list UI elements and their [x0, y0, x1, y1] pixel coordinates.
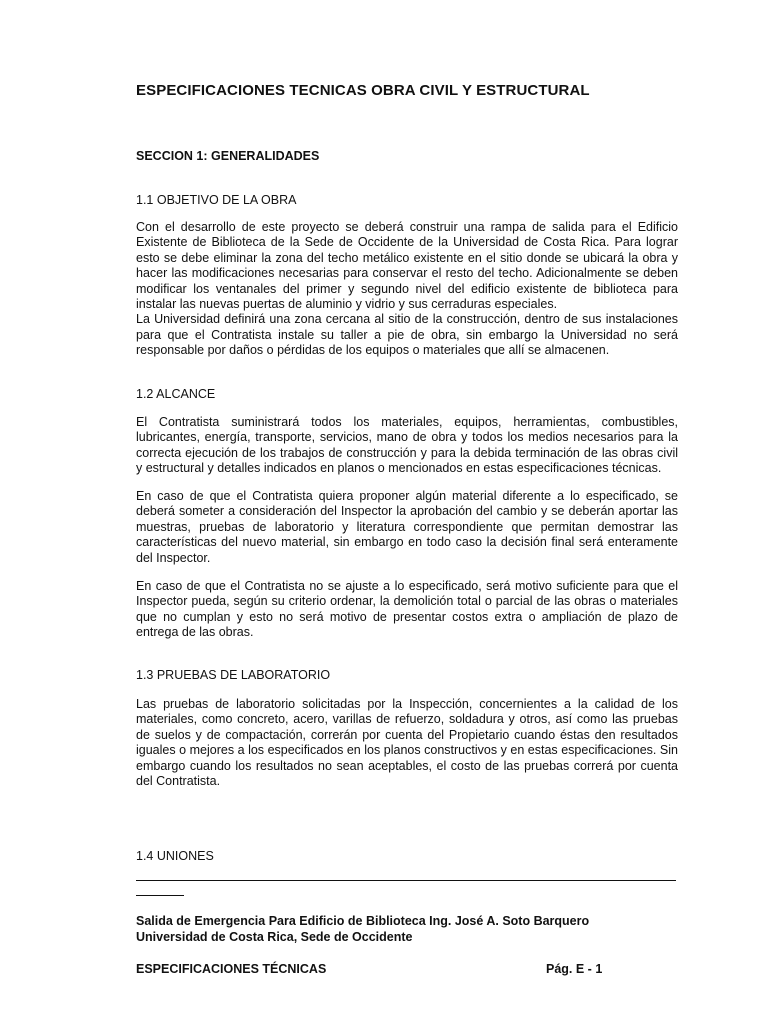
- section-title: SECCION 1: GENERALIDADES: [136, 149, 320, 163]
- footer-doc-label: ESPECIFICACIONES TÉCNICAS: [136, 962, 327, 976]
- footer-divider-tail: [136, 895, 184, 896]
- subsection-body-alcance-2: [136, 489, 678, 566]
- subsection-heading-pruebas: 1.3 PRUEBAS DE LABORATORIO: [136, 668, 331, 682]
- subsection-body-alcance-3: [136, 579, 678, 641]
- subsection-heading-alcance: 1.2 ALCANCE: [136, 387, 216, 401]
- paragraph: Las pruebas de laboratorio solicitadas por la Inspección, concernientes a la calidad de los materiales, como concreto, acero, varillas de refuerzo, soldadura y otros, así como las pruebas de suelos y de compactación, correrán por cuenta del Propietario cuando éstas den resultados iguales o mejores a los especificados en los planos constructivos y en estas especificaciones. Sin embargo cuando los resultados no sean aceptables, el costo de las pruebas correrá por cuenta del Contratista.: [136, 697, 678, 789]
- paragraph: El Contratista suministrará todos los materiales, equipos, herramientas, combustibles, lubricantes, energía, transporte, servicios, mano de obra y todos los medios necesarios para la correcta ejecución de los trabajos de construcción y para la debida terminación de las obras civil y estructural y detalles indicados en planos o mencionados en estas especificaciones técnicas.: [136, 415, 678, 476]
- footer-divider: [136, 880, 676, 881]
- paragraph: En caso de que el Contratista no se ajuste a lo especificado, será motivo suficiente para que el Inspector pueda, según su criterio ordenar, la demolición total o parcial de las obras o materiales que no cumplan y esto no será motivo de presentar costos extra o ampliación de plazo de entrega de las obras.: [136, 579, 678, 640]
- subsection-heading-objetivo: 1.1 OBJETIVO DE LA OBRA: [136, 193, 297, 207]
- footer-project-line: Salida de Emergencia Para Edificio de Biblioteca Ing. José A. Soto Barquero: [136, 914, 590, 928]
- footer-page-number: Pág. E - 1: [546, 962, 603, 976]
- paragraph: La Universidad definirá una zona cercana al sitio de la construcción, dentro de sus instalaciones para que el Contratista instale su taller a pie de obra, sin embargo la Universidad no será responsable por daños o pérdidas de los equipos o materiales que allí se almacenen.: [136, 312, 678, 358]
- subsection-heading-uniones: 1.4 UNIONES: [136, 849, 214, 863]
- subsection-body-objetivo: [136, 220, 678, 359]
- paragraph: En caso de que el Contratista quiera proponer algún material diferente a lo especificado, se deberá someter a consideración del Inspector la aprobación del cambio y se deberán aportar las muestras, pruebas de laboratorio y literatura correspondiente que permitan demostrar las características del nuevo material, sin embargo en todo caso la decisión final será enteramente del Inspector.: [136, 489, 678, 565]
- subsection-body-alcance: [136, 415, 678, 477]
- subsection-body-pruebas: [136, 697, 678, 789]
- footer-institution-line: Universidad de Costa Rica, Sede de Occidente: [136, 930, 413, 944]
- paragraph: Con el desarrollo de este proyecto se deberá construir una rampa de salida para el Edificio Existente de Biblioteca de la Sede de Occidente de la Universidad de Costa Rica. Para lograr esto se debe eliminar la zona del techo metálico existente en el sitio donde se ubicará la obra y hacer las modificaciones necesarias para conservar el resto del techo. Adicionalmente se deben modificar los ventanales del primer y segundo nivel del edificio existente de biblioteca para instalar las nuevas puertas de aluminio y vidrio y sus cerraduras especiales.: [136, 220, 678, 312]
- document-title: ESPECIFICACIONES TECNICAS OBRA CIVIL Y ESTRUCTURAL: [136, 82, 590, 99]
